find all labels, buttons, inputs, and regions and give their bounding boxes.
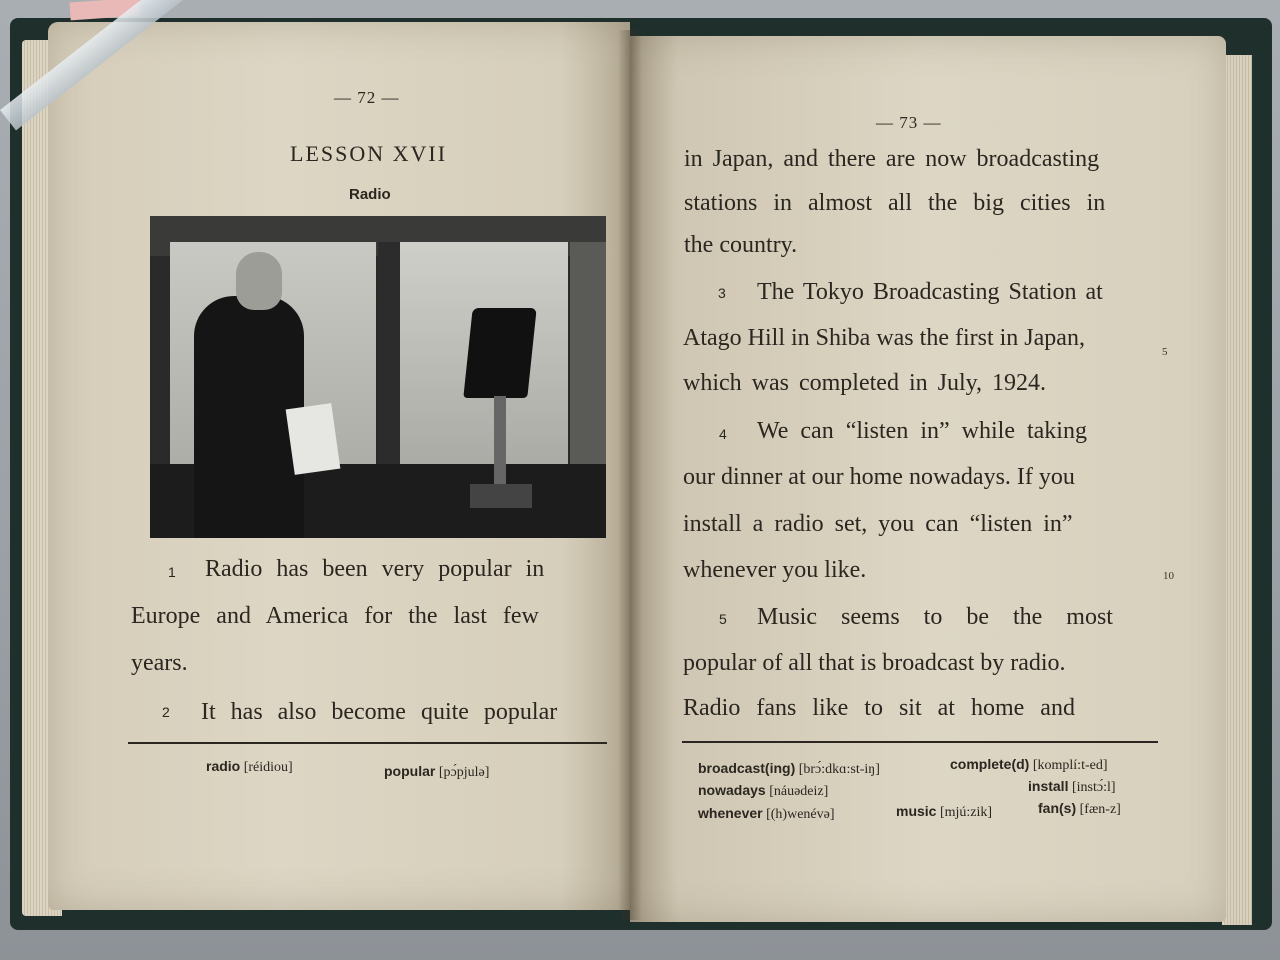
vocab-entry [384,763,489,781]
paragraph-number: 3 [718,285,726,301]
photo-wall-right [570,242,606,502]
vocab-entry [1038,800,1121,818]
vocab-word: broadcast(ing) [698,760,796,776]
body-line: Europe and America for the last few [131,603,539,629]
left-page-number: — 72 — [334,88,400,107]
vocab-word: complete(d) [950,756,1030,772]
footnote-rule [128,742,607,744]
body-line: install a radio set, you can “listen in” [683,511,1073,537]
vocab-word: music [896,803,937,819]
vocab-word: install [1028,778,1069,794]
right-page-stack [1222,55,1252,925]
line-margin-number: 10 [1163,570,1174,582]
vocab-ipa: [mjú:zik] [939,805,993,820]
body-line: Radio fans like to sit at home and [683,695,1075,721]
vocab-ipa: [náuədeiz] [769,784,829,799]
body-line: stations in almost all the big cities in [684,190,1106,216]
paragraph-number: 4 [719,426,727,442]
photo-figure-head [236,252,282,310]
vocab-entry [698,760,880,778]
vocab-ipa: [fæn-z] [1079,802,1121,817]
body-line: the country. [684,232,798,258]
vocab-ipa: [komplí:t-ed] [1032,758,1108,773]
body-line: Radio has been very popular in [205,556,545,582]
vocab-word: nowadays [698,782,766,798]
vocab-ipa: [réidiou] [243,760,293,775]
vocab-ipa: [pɔ́pjulə] [438,765,490,780]
vocab-ipa: [(h)wenévə] [766,807,835,822]
footnote-rule [682,741,1158,743]
photo-microphone-base [470,484,532,508]
line-margin-number: 5 [1162,346,1168,358]
photo-microphone [463,308,536,398]
vocab-word: fan(s) [1038,800,1077,816]
body-line: years. [131,650,188,676]
vocab-ipa: [brɔ́:dkɑ:st-iŋ] [798,762,880,777]
vocab-entry [698,805,835,823]
vocab-entry [206,758,293,776]
vocab-word: popular [384,763,436,779]
vocab-entry [950,756,1108,774]
body-line: our dinner at our home nowadays. If you [683,464,1075,490]
body-line: It has also become quite popular [201,699,558,725]
body-line: Music seems to be the most [757,604,1113,630]
body-line: in Japan, and there are now broadcasting [684,146,1100,172]
body-line: The Tokyo Broadcasting Station at [757,279,1103,305]
vocab-word: radio [206,758,241,774]
body-line: Atago Hill in Shiba was the first in Japan, [683,325,1085,351]
vocab-ipa: [instɔ́:l] [1071,780,1116,795]
paragraph-number: 2 [162,704,170,720]
vocab-word: whenever [698,805,763,821]
photo-post [378,242,400,502]
body-line: which was completed in July, 1924. [683,370,1047,396]
lesson-title: LESSON XVII [290,141,448,166]
body-line: whenever you like. [683,557,867,583]
paragraph-number: 1 [168,564,176,580]
vocab-entry [698,782,828,800]
vocab-entry [896,803,992,821]
photo-paper-scroll [286,403,341,475]
photo-microphone-stand [494,396,506,486]
body-line: popular of all that is broadcast by radio. [683,650,1066,676]
book-gutter [618,30,642,920]
lesson-subtitle: Radio [349,186,391,203]
right-page-number: — 73 — [876,113,942,132]
paragraph-number: 5 [719,611,727,627]
vocab-entry [1028,778,1116,796]
lesson-photograph [150,216,606,538]
body-line: We can “listen in” while taking [757,418,1087,444]
